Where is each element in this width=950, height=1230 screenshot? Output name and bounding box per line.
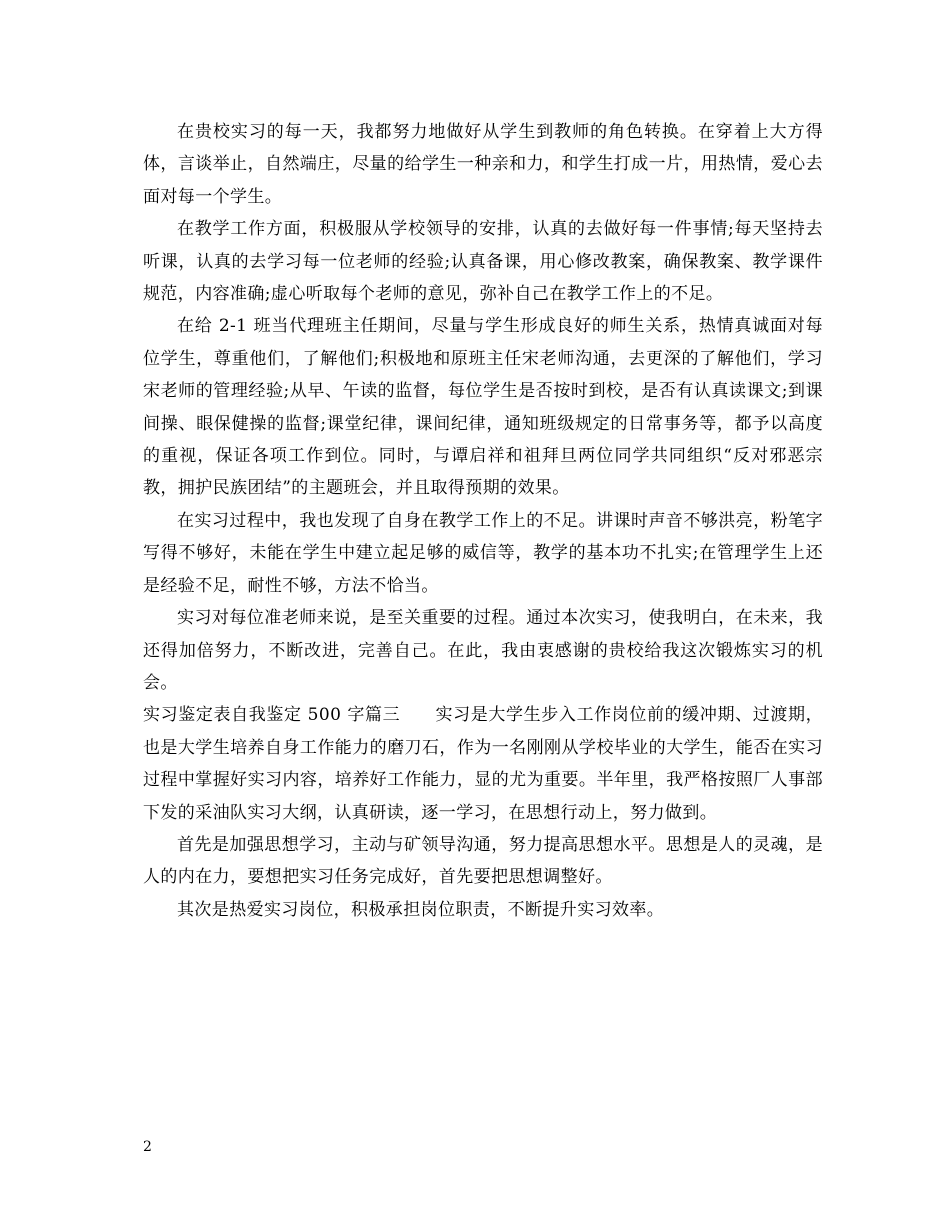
document-body (143, 116, 823, 926)
paragraph-1: 在贵校实习的每一天，我都努力地做好从学生到教师的角色转换。在穿着上大方得体，言谈举止，自然端庄，尽量的给学生一种亲和力，和学生打成一片，用热情，爱心去面对每一个学生。 (143, 122, 823, 207)
page-number: 2 (143, 1139, 152, 1155)
paragraph-6-section-heading: 实习鉴定表自我鉴定 500 字篇三 实习是大学生步入工作岗位前的缓冲期、过渡期，也是大学生培养自身工作能力的磨刀石，作为一名刚刚从学校毕业的大学生，能否在实习过程中掌握好实习内容，培养好工作能力，显的尤为重要。半年里，我严格按照厂人事部下发的采油队实习大纲，认真研读，逐一学习，在思想行动上，努力做到。 (143, 705, 823, 823)
paragraph-5: 实习对每位准老师来说，是至关重要的过程。通过本次实习，使我明白，在未来，我还得加倍努力，不断改进，完善自己。在此，我由衷感谢的贵校给我这次锻炼实习的机会。 (143, 608, 823, 693)
paragraph-4: 在实习过程中，我也发现了自身在教学工作上的不足。讲课时声音不够洪亮，粉笔字写得不够好，未能在学生中建立起足够的威信等，教学的基本功不扎实;在管理学生上还是经验不足，耐性不够，方法不恰当。 (143, 510, 823, 596)
paragraph-7: 首先是加强思想学习，主动与矿领导沟通，努力提高思想水平。思想是人的灵魂，是人的内在力，要想把实习任务完成好，首先要把思想调整好。 (143, 834, 823, 888)
paragraph-2: 在教学工作方面，积极服从学校领导的安排，认真的去做好每一件事情;每天坚持去听课，认真的去学习每一位老师的经验;认真备课，用心修改教案，确保教案、教学课件规范，内容准确;虚心听取每个老师的意见，弥补自己在教学工作上的不足。 (143, 219, 823, 305)
paragraph-3: 在给 2-1 班当代理班主任期间，尽量与学生形成良好的师生关系，热情真诚面对每位学生，尊重他们，了解他们;积极地和原班主任宋老师沟通，去更深的了解他们，学习宋老师的管理经验;从早、午读的监督，每位学生是否按时到校，是否有认真读课文;到课间操、眼保健操的监督;课堂纪律，课间纪律，通知班级规定的日常事务等，都予以高度的重视，保证各项工作到位。同时，与谭启祥和祖拜旦两位同学共同组织“反对邪恶宗教，拥护民族团结”的主题班会，并且取得预期的效果。 (143, 316, 823, 499)
paragraph-8: 其次是热爱实习岗位，积极承担岗位职责，不断提升实习效率。 (177, 899, 665, 920)
